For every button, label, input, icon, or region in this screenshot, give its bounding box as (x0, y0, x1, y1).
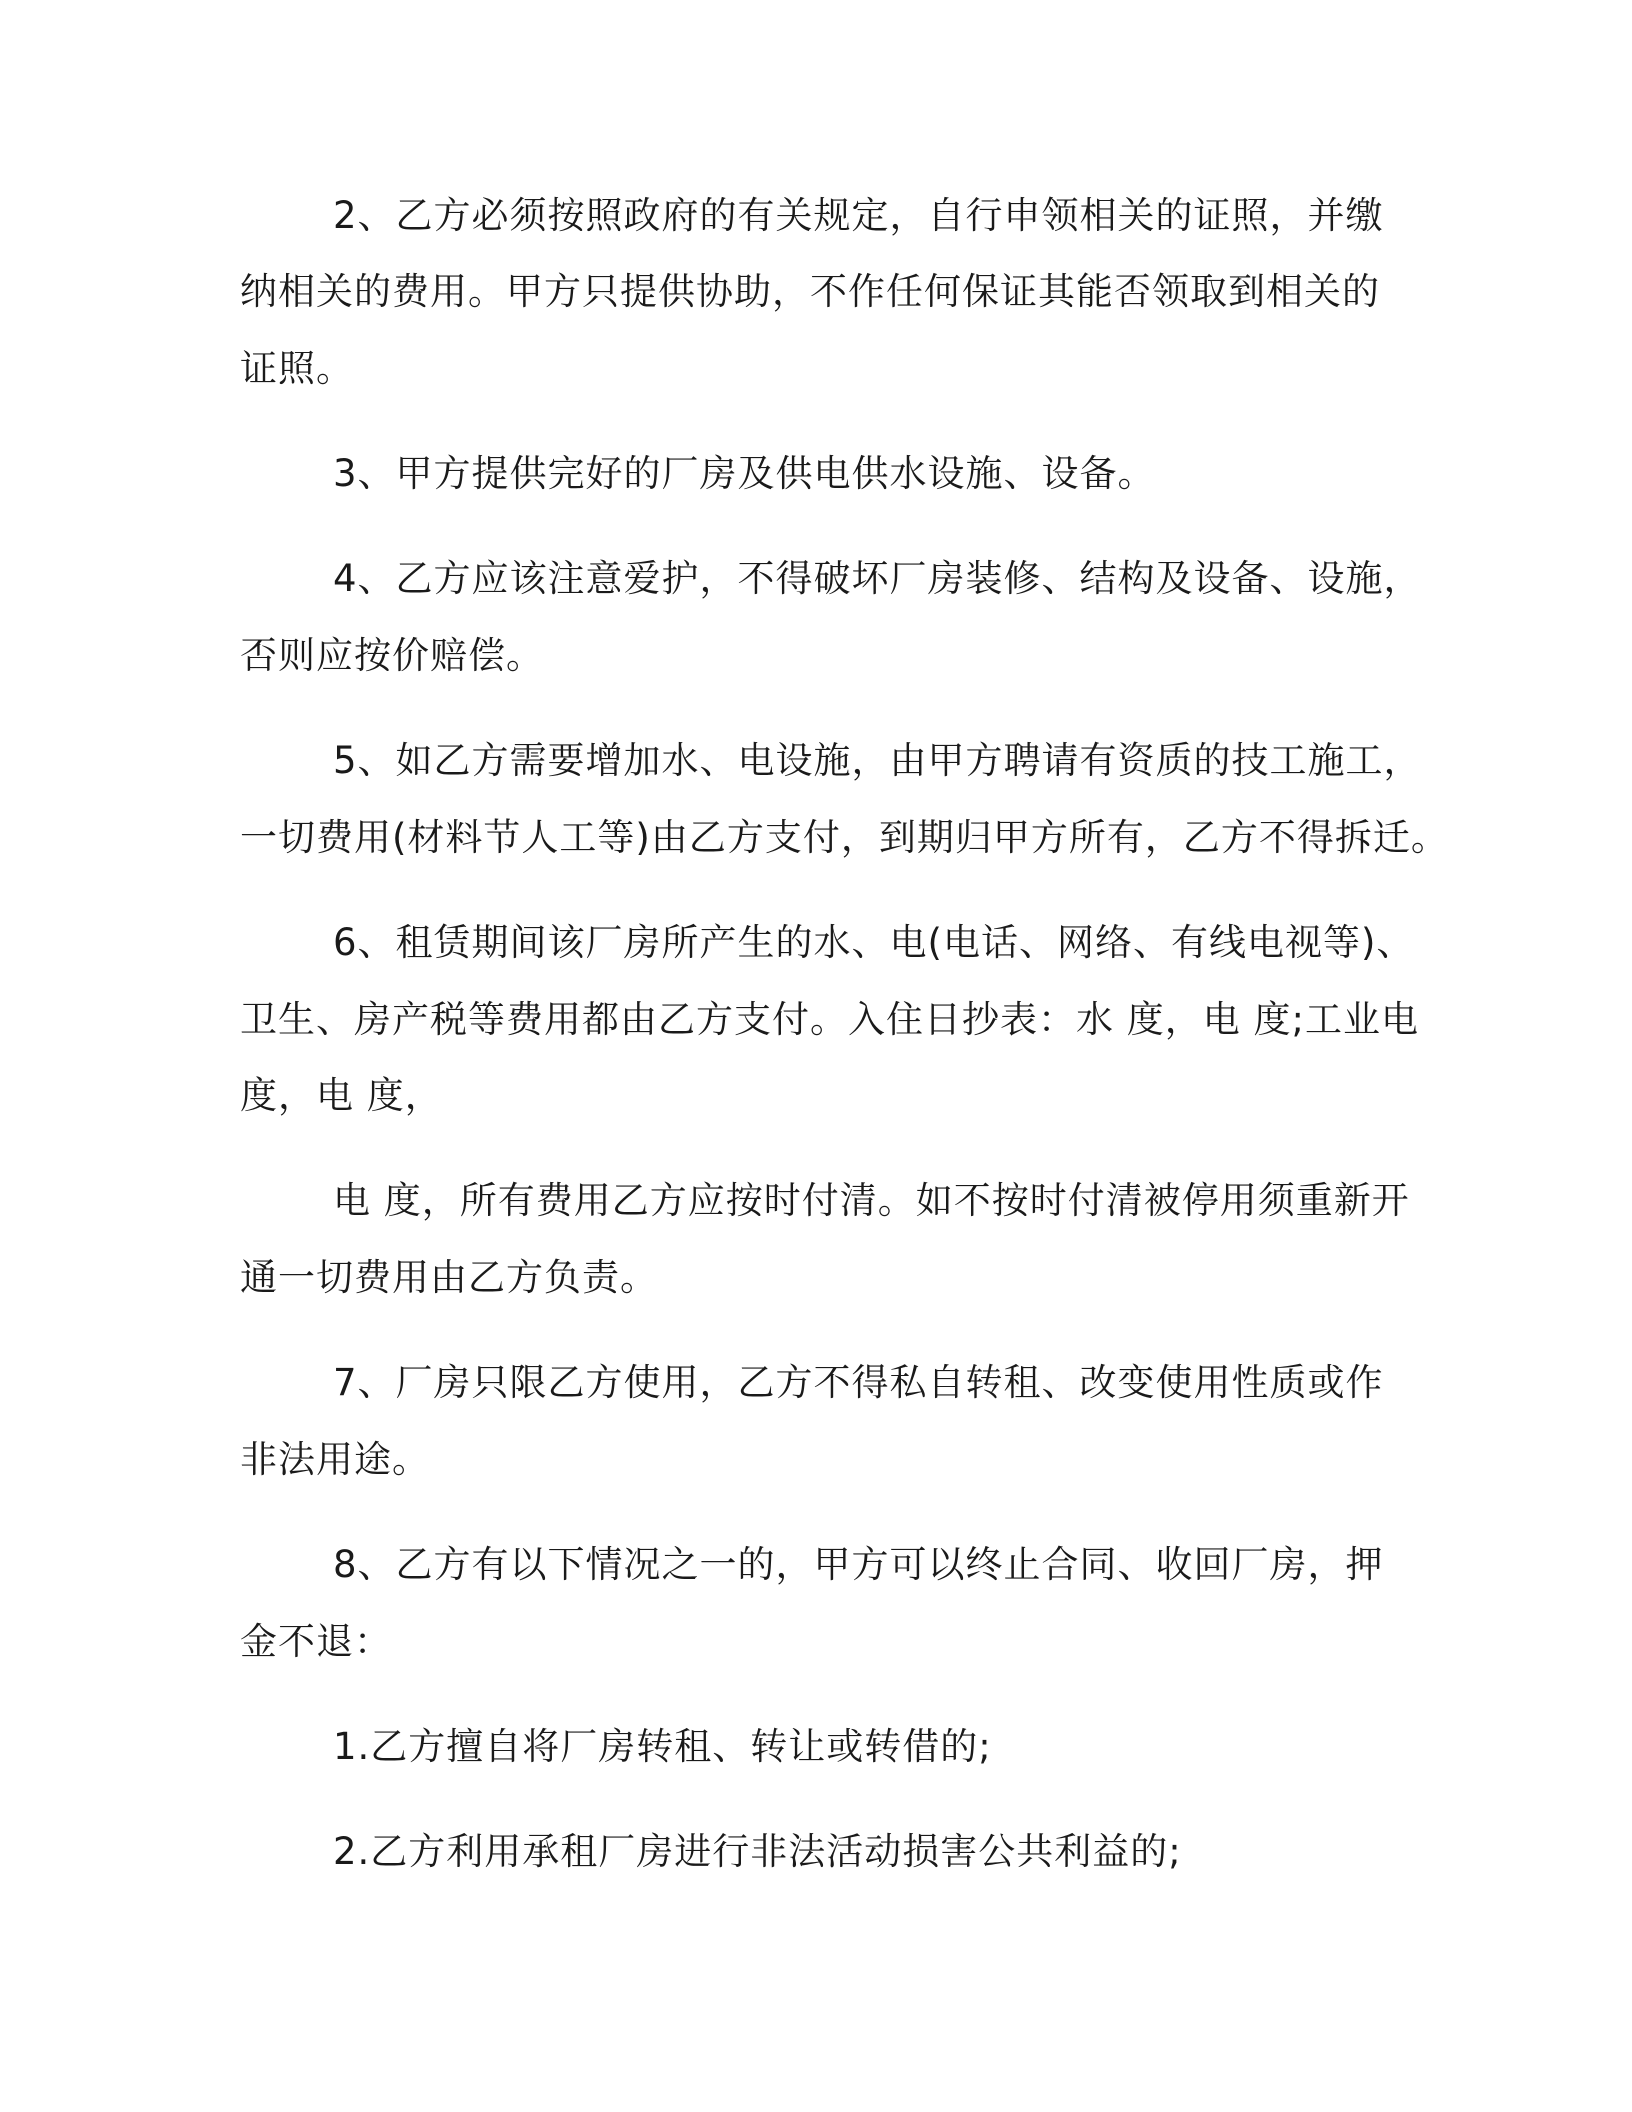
clause-8-item-1: 1.乙方擅自将厂房转租、转让或转借的; (333, 1725, 992, 1768)
clause-6-continuation-line-1: 电 度，所有费用乙方应按时付清。如不按时付清被停用须重新开 (333, 1179, 1410, 1222)
clause-2-line-3: 证照。 (240, 347, 354, 390)
clause-7-line-1: 7、厂房只限乙方使用，乙方不得私自转租、改变使用性质或作 (333, 1361, 1384, 1404)
clause-4-line-1: 4、乙方应该注意爱护，不得破坏厂房装修、结构及设备、设施， (333, 557, 1422, 600)
clause-6-line-2: 卫生、房产税等费用都由乙方支付。入住日抄表：水 度，电 度;工业电 (240, 998, 1419, 1041)
clause-5-line-2: 一切费用(材料节人工等)由乙方支付，到期归甲方所有，乙方不得拆迁。 (240, 816, 1449, 859)
clause-6-continuation-line-2: 通一切费用由乙方负责。 (240, 1256, 658, 1299)
clause-6-line-3: 度，电 度， (240, 1074, 443, 1117)
clause-8-item-2: 2.乙方利用承租厂房进行非法活动损害公共利益的; (333, 1830, 1182, 1873)
clause-6-line-1: 6、租赁期间该厂房所产生的水、电(电话、网络、有线电视等)、 (333, 921, 1415, 964)
clause-8-line-1: 8、乙方有以下情况之一的，甲方可以终止合同、收回厂房，押 (333, 1543, 1384, 1586)
clause-5-line-1: 5、如乙方需要增加水、电设施，由甲方聘请有资质的技工施工， (333, 739, 1422, 782)
clause-4-line-2: 否则应按价赔偿。 (240, 634, 544, 677)
clause-8-line-2: 金不退： (240, 1620, 392, 1663)
clause-7-line-2: 非法用途。 (240, 1438, 430, 1481)
clause-2-line-1: 2、乙方必须按照政府的有关规定，自行申领相关的证照，并缴 (333, 194, 1384, 237)
clause-3-line-1: 3、甲方提供完好的厂房及供电供水设施、设备。 (333, 452, 1156, 495)
clause-2-line-2: 纳相关的费用。甲方只提供协助，不作任何保证其能否领取到相关的 (240, 270, 1380, 313)
